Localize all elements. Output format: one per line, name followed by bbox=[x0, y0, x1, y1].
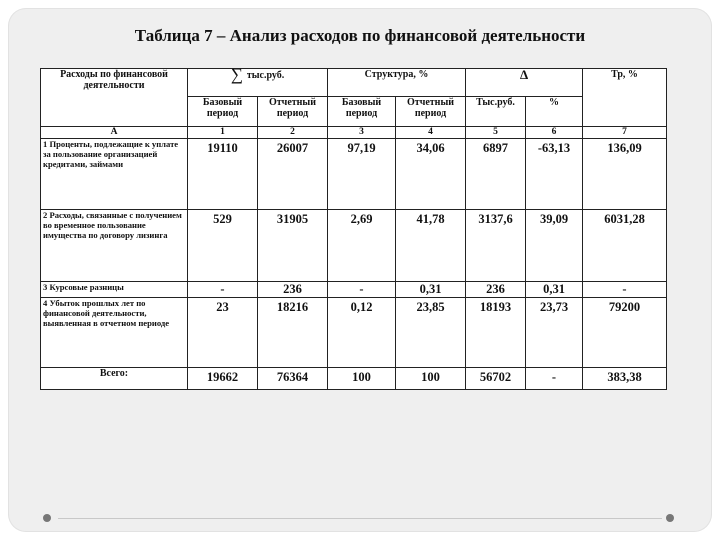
index-cell: 7 bbox=[583, 127, 667, 139]
table-cell: - bbox=[328, 281, 396, 297]
row-label: 2 Расходы, связанные с получением во временное пользование имущества по договору лизинга bbox=[41, 210, 188, 281]
header-sum-base: Базовый период bbox=[188, 97, 258, 127]
index-cell: 2 bbox=[258, 127, 328, 139]
table-cell: 97,19 bbox=[328, 139, 396, 210]
table-cell: 23,73 bbox=[526, 297, 583, 367]
table-cell: 34,06 bbox=[396, 139, 466, 210]
index-cell: 3 bbox=[328, 127, 396, 139]
total-cell: 100 bbox=[396, 367, 466, 389]
table-cell: 26007 bbox=[258, 139, 328, 210]
table-cell: -63,13 bbox=[526, 139, 583, 210]
sum-symbol: ∑ bbox=[230, 65, 243, 84]
slide-bottom-rule bbox=[58, 518, 662, 519]
table-row bbox=[41, 281, 667, 297]
total-cell: 76364 bbox=[258, 367, 328, 389]
table-row bbox=[41, 210, 667, 281]
index-cell: 6 bbox=[526, 127, 583, 139]
index-row bbox=[41, 127, 667, 139]
table-cell: 236 bbox=[258, 281, 328, 297]
table-cell: 41,78 bbox=[396, 210, 466, 281]
table-cell: 136,09 bbox=[583, 139, 667, 210]
index-cell: 1 bbox=[188, 127, 258, 139]
index-cell: 5 bbox=[466, 127, 526, 139]
sum-unit: тыс.руб. bbox=[246, 70, 285, 81]
slide-dot-left bbox=[43, 514, 51, 522]
row-label: 3 Курсовые разницы bbox=[41, 281, 188, 297]
header-structure-base: Базовый период bbox=[328, 97, 396, 127]
table-cell: 18193 bbox=[466, 297, 526, 367]
table-cell: 18216 bbox=[258, 297, 328, 367]
row-label: 1 Проценты, подлежащие к уплате за пользование организацией кредитами, займами bbox=[41, 139, 188, 210]
table-row bbox=[41, 297, 667, 367]
table-cell: 31905 bbox=[258, 210, 328, 281]
table-cell: 39,09 bbox=[526, 210, 583, 281]
index-cell: А bbox=[41, 127, 188, 139]
table-cell: 529 bbox=[188, 210, 258, 281]
total-cell: 383,38 bbox=[583, 367, 667, 389]
header-delta-percent: % bbox=[526, 97, 583, 127]
header-sum bbox=[188, 65, 328, 97]
total-cell: 19662 bbox=[188, 367, 258, 389]
total-cell: 56702 bbox=[466, 367, 526, 389]
table-cell: 236 bbox=[466, 281, 526, 297]
table-cell: 6897 bbox=[466, 139, 526, 210]
table-cell: 19110 bbox=[188, 139, 258, 210]
header-row-1 bbox=[41, 69, 667, 97]
header-structure: Структура, % bbox=[328, 69, 466, 97]
total-cell: 100 bbox=[328, 367, 396, 389]
table-cell: 3137,6 bbox=[466, 210, 526, 281]
table-cell: 0,31 bbox=[396, 281, 466, 297]
table-cell: 2,69 bbox=[328, 210, 396, 281]
table-row bbox=[41, 139, 667, 210]
expenses-table-container bbox=[40, 65, 666, 390]
header-growth: Тр, % bbox=[583, 69, 667, 127]
row-label: 4 Убыток прошлых лет по финансовой деятельности, выявленная в отчетном периоде bbox=[41, 297, 188, 367]
total-row bbox=[41, 367, 667, 389]
table-cell: 6031,28 bbox=[583, 210, 667, 281]
table-cell: - bbox=[188, 281, 258, 297]
header-structure-report: Отчетный период bbox=[396, 97, 466, 127]
table-cell: 0,31 bbox=[526, 281, 583, 297]
table-cell: 23,85 bbox=[396, 297, 466, 367]
table-cell: 79200 bbox=[583, 297, 667, 367]
table-cell: - bbox=[583, 281, 667, 297]
total-label: Всего: bbox=[41, 367, 188, 389]
slide-dot-right bbox=[666, 514, 674, 522]
header-expenses: Расходы по финансовой деятельности bbox=[41, 69, 188, 127]
total-cell: - bbox=[526, 367, 583, 389]
table-cell: 0,12 bbox=[328, 297, 396, 367]
page-title: Таблица 7 – Анализ расходов по финансовой деятельности bbox=[134, 26, 586, 45]
header-delta: Δ bbox=[466, 69, 583, 97]
header-sum-report: Отчетный период bbox=[258, 97, 328, 127]
index-cell: 4 bbox=[396, 127, 466, 139]
expenses-table bbox=[40, 65, 667, 390]
header-delta-thousand: Тыс.руб. bbox=[466, 97, 526, 127]
table-cell: 23 bbox=[188, 297, 258, 367]
